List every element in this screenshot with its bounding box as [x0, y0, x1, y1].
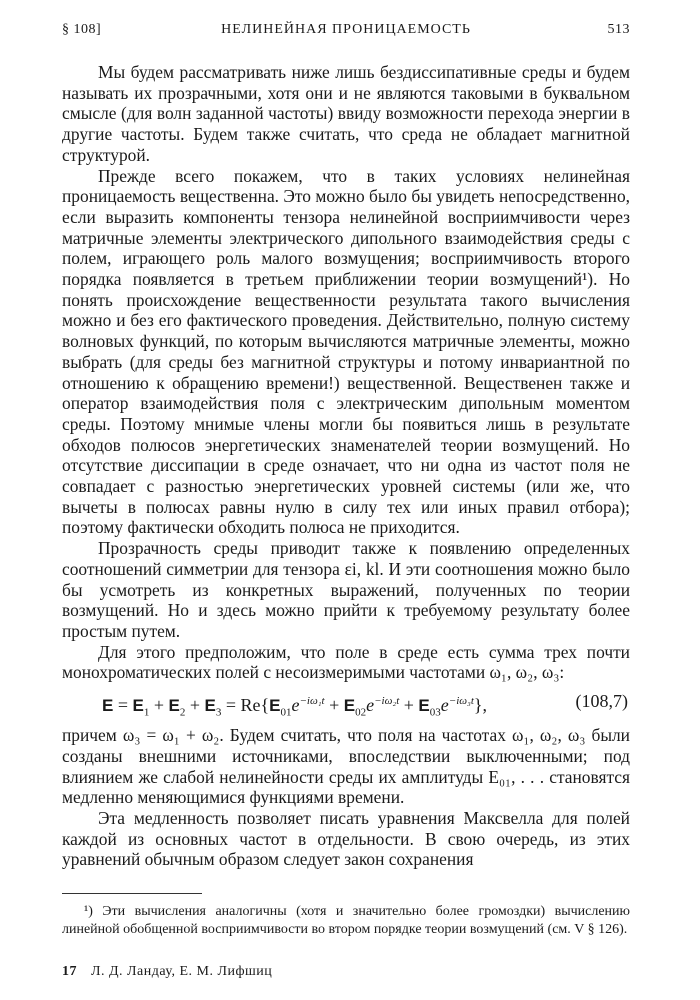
signature-mark: 17 [62, 964, 77, 979]
book-authors: Л. Д. Ландау, Е. М. Лифшиц [91, 964, 273, 979]
paragraph-5: причем ω₃ = ω₁ + ω₂. Будем считать, что поля на частотах ω₁, ω₂, ω₃ были созданы внешними источниками, впоследствии выключенными; под влиянием же слабой нелинейности среды их амплитуды E₀₁, . . . становятся медленно меняющимися функциями времени. [62, 725, 630, 808]
equation-formula: $E = E_1 + E_2 + E_3 = Re\{E_{01}e^{-i\omega_1t} + E_{02}e^{-i\omega_2t} + E_{03}e^{-i\omega_3t}\}$, [102, 695, 488, 719]
paragraph-6: Эта медленность позволяет писать уравнения Максвелла для полей каждой из основных частот в отдельности. В свою очередь, из этих уравнений обычным образом следует закон сохранения [62, 807, 630, 870]
paragraph-4: Для этого предположим, что поле в среде есть сумма трех почти монохроматических полей с несоизмеримыми частотами ω₁, ω₂, ω₃: [62, 641, 630, 683]
paragraph-3: Прозрачность среды приводит также к появлению определенных соотношений симметрии для тензора εi, kl. И эти соотношения можно было бы усмотреть из конкретных выражений, полученных по теории возмущений. Но и здесь можно прийти к требуемому результату более простым путем. [62, 538, 630, 641]
running-head [62, 22, 630, 42]
equation-108-7 [62, 689, 630, 719]
chapter-title: НЕЛИНЕЙНАЯ ПРОНИЦАЕМОСТЬ [221, 22, 471, 37]
paragraph-2: Прежде всего покажем, что в таких условиях нелинейная проницаемость вещественна. Это можно было бы увидеть непосредственно, если выразить компоненты тензора нелинейной восприимчивости через матричные элементы электрического дипольного взаимодействия среды с полем, играющего роль малого возмущения; восприимчивость второго порядка появляется в третьем приближении теории возмущений¹). Но понять происхождение вещественности результата такого вычисления можно и без его фактического проведения. Действительно, полную систему волновых функций, по которым вычисляются матричные элементы, можно выбрать (для среды без магнитной структуры и потому инвариантной по отношению к обращению времени!) вещественной. Вещественен также и оператор взаимодействия поля с электрическим дипольным моментом среды. Поэтому мнимые члены могли бы появиться лишь в результате обходов полюсов энергетических знаменателей теории возмущений. Но отсутствие диссипации в среде означает, что ни одна из частот поля не совпадает с разностью энергетических уровней системы (или же, что вычеты в полюсах равны нулю в силу тех или иных правил отбора); поэтому фактически обходить полюса не приходится. [62, 165, 630, 538]
footnote: ¹) Эти вычисления аналогичны (хотя и значительно более громоздки) вычислению линейной обобщенной восприимчивости во втором порядке теории возмущений (см. V § 126). [62, 904, 630, 937]
page-footer [40, 964, 272, 980]
paragraph-1: Мы будем рассматривать ниже лишь бездиссипативные среды и будем называть их прозрачными, хотя они и не являются таковыми в буквальном смысле (для волн заданной частоты) ввиду возможности перехода энергии в другие частоты. Будем также считать, что среда не обладает магнитной структурой. [62, 62, 630, 165]
section-marker: § 108] [62, 22, 102, 37]
equation-number: (108,7) [575, 691, 628, 712]
body-text [62, 62, 630, 870]
footnote-divider [62, 893, 202, 894]
page-number: 513 [607, 22, 630, 37]
